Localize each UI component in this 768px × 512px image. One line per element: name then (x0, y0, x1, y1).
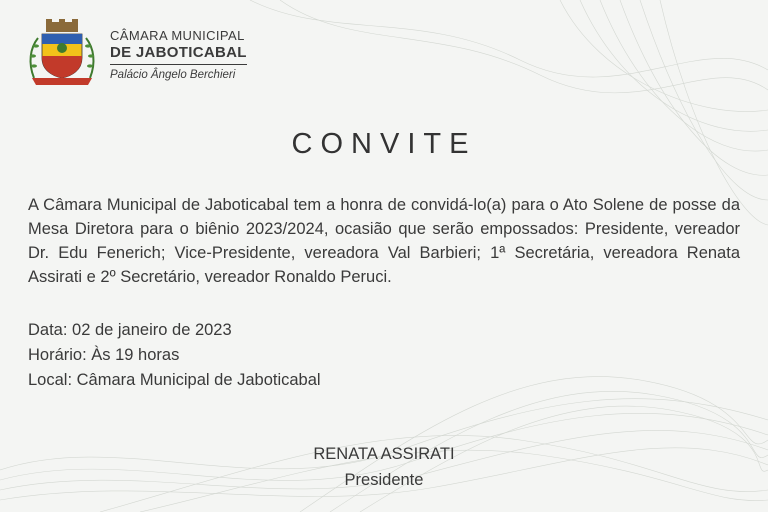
org-name-line1: CÂMARA MUNICIPAL (110, 28, 245, 43)
signature-block (0, 441, 768, 493)
event-date: Data: 02 de janeiro de 2023 (28, 321, 232, 339)
org-subtitle: Palácio Ângelo Berchieri (110, 69, 236, 81)
event-place: Local: Câmara Municipal de Jaboticabal (28, 371, 321, 389)
signatory-name: RENATA ASSIRATI (313, 445, 455, 463)
header (26, 18, 247, 88)
org-name-line2: DE JABOTICABAL (110, 44, 247, 65)
event-details (28, 318, 321, 393)
invitation-body: A Câmara Municipal de Jaboticabal tem a honra de convidá-lo(a) para o Ato Solene de posse da Mesa Diretora para o biênio 2023/2024, ocasião que serão empossados: Presidente, vereador Dr. Edu Fenerich; Vice-Presidente, vereadora Val Barbieri; 1ª Secretária, vereadora Renata Assirati e 2º Secretário, vereador Ronaldo Peruci. (28, 196, 740, 286)
organization-name (110, 28, 247, 83)
signatory-role: Presidente (344, 471, 424, 489)
municipal-coat-of-arms-icon (26, 18, 98, 88)
invitation-title: CONVITE (291, 128, 477, 160)
event-time: Horário: Às 19 horas (28, 346, 180, 364)
